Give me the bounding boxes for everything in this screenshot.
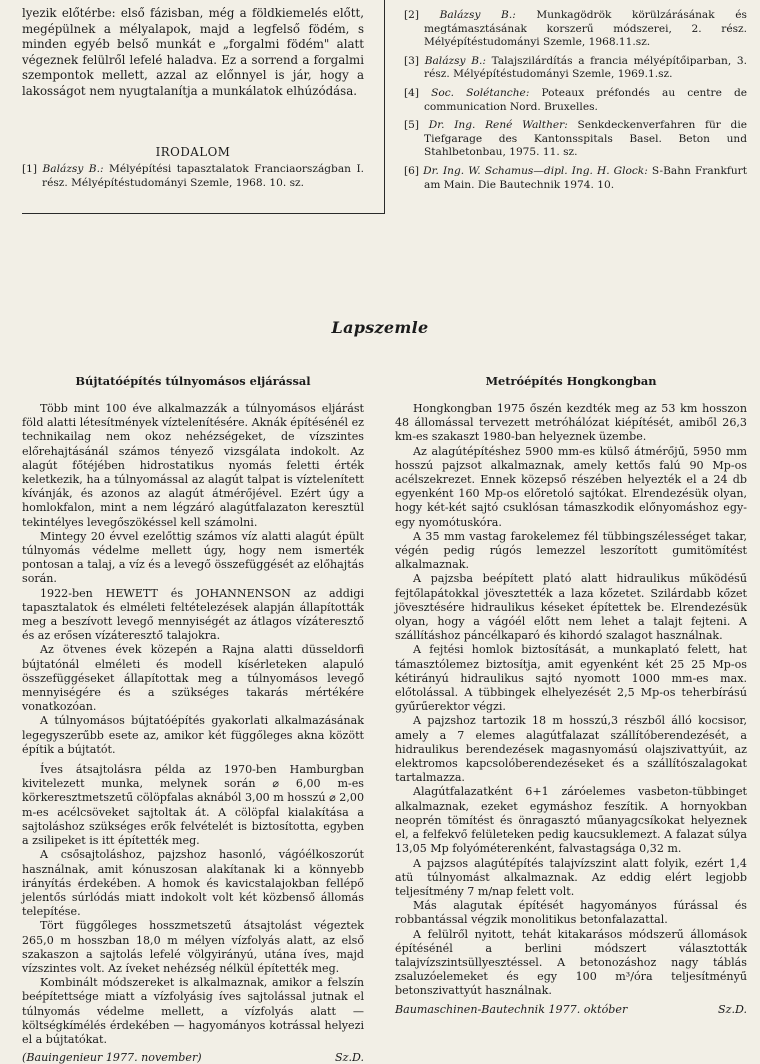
article-paragraph: Az ötvenes évek közepén a Rajna alatti düsseldorfi bújtatónál elméleti és modell kísérleteken alapuló összefüggéseket állapítottak meg a túlnyomásos levegő mennyiségére és a szükséges takarás mértékére vonatkozóan. [22, 643, 364, 714]
article-paragraph: A felülről nyitott, tehát kitakarásos módszerű állomások építésénél a berlini módszert választották talajvízszintsüllyesztéssel. A betonozáshoz nagy táblás zsaluzóelemeket és egy 100 m³/óra teljesítményű betonszivattyút használnak. [395, 927, 747, 998]
reference-number: [3] [404, 54, 420, 67]
article-left [22, 374, 364, 1064]
reference-text: Talajszilárdítás a francia mélyépítőiparban, 3. rész. Mélyépítéstudományi Szemle, 1969.1.sz. [424, 54, 748, 81]
continuation-text-block [22, 6, 364, 100]
reference-item [404, 9, 747, 50]
article-paragraph: Kombinált módszereket is alkalmaznak, amikor a felszín beépítettsége miatt a vízfolyásig íves sajtolással jutnak el túlnyomás védelme mellett, a vízfolyás alatt — költségkímélés érdekében — hagyományos kotrással helyezi el a bújtatókat. [22, 976, 364, 1046]
article-paragraph: A túlnyomásos bújtatóépítés gyakorlati alkalmazásának legegyszerűbb esete az, amikor két függőleges akna között építik a bújtatót. [22, 714, 364, 756]
article-paragraph: Mintegy 20 évvel ezelőttig számos víz alatti alagút épült túlnyomás védelme mellett úgy, hogy nem ismerték pontosan a talaj, a víz és a levegő összefüggését az előhajtás során. [22, 529, 364, 586]
reference-item [404, 119, 747, 160]
article-paragraph: A 35 mm vastag farokelemez fél tübbingszélességet takar, végén pedig rúgós lemezzel leszorított gumitömítést alkalmaznak. [395, 529, 747, 572]
reference-number: [6] [404, 164, 420, 177]
reference-item [404, 87, 747, 114]
frame-divider-vertical [384, 0, 385, 213]
article-initials: Sz.D. [335, 1051, 364, 1064]
article-paragraph: Több mint 100 éve alkalmazzák a túlnyomásos eljárást föld alatti létesítmények víztelenítésére. Aknák építésénél ez technikailag nem okoz nehézségeket, de vízszintes előrehajtásánál számos tényező vizsgálata indokolt. Az alagút főtéjében hidrostatikus nyomás feletti érték keletkezik, ha a túlnyomással az alagút talpat is víztelenített kívánják, és azonos az alagút átmérőjével. Ezért úgy a homlokfalon, mint a nem légzáró alagútfalazaton keresztül tekintélyes levegőszökéssel kell számolni. [22, 402, 364, 529]
article-paragraph: Alagútfalazatként 6+1 záróelemes vasbeton-tübbinget alkalmaznak, ezeket egymáshoz feszítik. A hornyokban neoprén tömítést és önragasztó műanyagcsíkokat helyeznek el, a felfekvő felületeken pedig kaucsuklemezt. A falazat súlya 13,05 Mp folyóméterenként, falvastagsága 0,32 m. [395, 785, 747, 856]
article-source: (Bauingenieur 1977. november) [22, 1051, 202, 1064]
article-source: Baumaschinen-Bautechnik 1977. október [395, 1002, 628, 1016]
article-heading: Metróépítés Hongkongban [485, 374, 657, 388]
continuation-paragraph: lyezik előtérbe: első fázisban, még a földkiemelés előtt, megépülnek a mélyalapok, majd a legfelső födém, s minden egyéb belső munkát e „forgalmi födém" alatt végeznek felülről lefelé haladva. Ez a sorrend a forgalmi szempontok mellett, azzal az előnnyel is jár, hogy a lakosságot nem nyugtalanítja a munkálatok elhúzódása. [22, 6, 364, 98]
article-paragraph: 1922-ben HEWETT és JOHANNENSON az addigi tapasztalatok és elméleti feltételezések alapján állapították meg a beszívott levegő mennyiségét az átlagos vízáteresztő és az erősen vízáteresztő talajokra. [22, 586, 364, 643]
article-source-row [395, 1003, 747, 1016]
reference-item [404, 165, 747, 192]
article-paragraph: Tört függőleges hosszmetszetű átsajtolást végeztek 265,0 m hosszban 18,0 m mélyen vízfolyás alatt, az első szakaszon a sajtolás lefelé völgyirányú, utána íves, majd vízszintes volt. Az íveket nehézség nélkül építették meg. [22, 919, 364, 975]
article-right [395, 374, 747, 1016]
reference-author: Balázsy B.: [42, 163, 104, 175]
reference-text: S-Bahn Frankfurt am Main. Die Bautechnik 1974. 10. [424, 164, 747, 191]
article-paragraph: Íves átsajtolásra példa az 1970-ben Hamburgban kivitelezett munka, melynek során ⌀ 6,00 m-es körkeresztmetszetű cölöpfalas aknából 3,00 m hosszú ⌀ 2,00 m-es acélcsöveket sajtoltak át. A cölöpfal kialakítása a sajtoláshoz szükséges erők felvételét is biztosította, egyben a zsilipeket is itt építették meg. [22, 763, 364, 848]
article-paragraph: A fejtési homlok biztosítását, a munkaplató felett, hat támasztólemez biztosítja, amit egyenként két 25 25 Mp-os kétirányú hidraulikus sajtó nyomott 1000 mm-es max. előtolással. A tübbingek elhelyezését 2,5 Mp-os teherbírású gyűrűerektor végzi. [395, 643, 747, 714]
article-paragraph: A pajzshoz tartozik 18 m hosszú,3 részből álló kocsisor, amely a 7 elemes alagútfalazat szállítóberendezését, a hidraulikus berendezések magasnyomású olajszivattyúit, az elektromos kapcsolóberendezéseket és a szállítószalagokat tartalmazza. [395, 714, 747, 785]
reference-author: Soc. Solétanche: [431, 86, 530, 99]
reference-text: Senkdeckenverfahren für die Tiefgarage des Kantonsspitals Basel. Beton und Stahlbetonbau, 1975. 11. sz. [424, 119, 747, 159]
reference-author: Dr. Ing. René Walther: [428, 119, 568, 132]
article-paragraph: A csősajtoláshoz, pajzshoz hasonló, vágóélkoszorút használnak, amit kónuszosan alakítanak ki a könnyebb irányítás érdekében. A homok és kavicstalajokban fellépő jelentős súrlódás miatt indokolt volt két közbenső állomás telepítése. [22, 848, 364, 919]
bibliography-list-left [22, 163, 364, 195]
reference-number: [5] [404, 119, 420, 132]
reference-number: [4] [404, 86, 420, 99]
reference-author: Balázsy B.: [439, 9, 516, 21]
reference-text: Mélyépítési tapasztalatok Franciaországban I. rész. Mélyépítéstudományi Szemle, 1968. 10. sz. [42, 163, 365, 189]
reference-text: Munkagödrök körülzárásának és megtámasztásának korszerű módszerei, 2. rész. Mélyépítéstudományi Szemle, 1968.11.sz. [424, 9, 747, 49]
reference-item [22, 163, 364, 190]
article-paragraph: Más alagutak építését hagyományos fúrással és robbantással végzik monolitikus betonfalazattal. [395, 899, 747, 927]
bibliography-list-right [404, 9, 747, 197]
reference-author: Dr. Ing. W. Schamus—dipl. Ing. H. Glock: [423, 164, 648, 177]
frame-divider-horizontal [22, 213, 385, 214]
article-initials: Sz.D. [718, 1002, 747, 1016]
reference-author: Balázsy B.: [424, 54, 486, 67]
reference-number: [1] [22, 163, 38, 175]
section-title: Lapszemle [331, 318, 429, 337]
article-paragraph: Az alagútépítéshez 5900 mm-es külső átmérőjű, 5950 mm hosszú pajzsot alkalmaznak, amely kettős falú 90 Mp-os acélszekrezet. Ennek közepső részében helyezték el a 24 db egyenként 160 Mp-os előretoló sajtókat. Elrendezésük olyan, hogy két-két sajtó csuklósan támaszkodik előnyomáshoz egy-egy nyomótuskóra. [395, 444, 747, 529]
bibliography-heading: IRODALOM [155, 145, 231, 159]
article-paragraph: A pajzsos alagútépítés talajvízszint alatt folyik, ezért 1,4 atü túlnyomást alkalmaznak. Az eddig elért legjobb teljesítmény 7 m/nap felett volt. [395, 856, 747, 898]
reference-item [404, 55, 747, 82]
article-paragraph: A pajzsba beépített plató alatt hidraulikus működésű fejtőlapátokkal jövesztették a laza kőzetet. Szilárdabb kőzet jövesztésére hidraulikus késeket építettek be. Elrendezésük olyan, hogy a vágóél előtt nem lehet a talajt fejteni. A szállításhoz páncélkaparó és kihordó szalagot használnak. [395, 572, 747, 643]
article-heading: Bújtatóépítés túlnyomásos eljárással [75, 374, 311, 388]
reference-text: Poteaux préfondés au centre de communication Nord. Bruxelles. [424, 86, 747, 113]
article-paragraph: Hongkongban 1975 őszén kezdték meg az 53 km hosszon 48 állomással tervezett metróhálózat kiépítését, amiből 26,3 km-es szakaszt 1980-ban helyeznek üzembe. [395, 402, 747, 444]
reference-number: [2] [404, 9, 420, 21]
